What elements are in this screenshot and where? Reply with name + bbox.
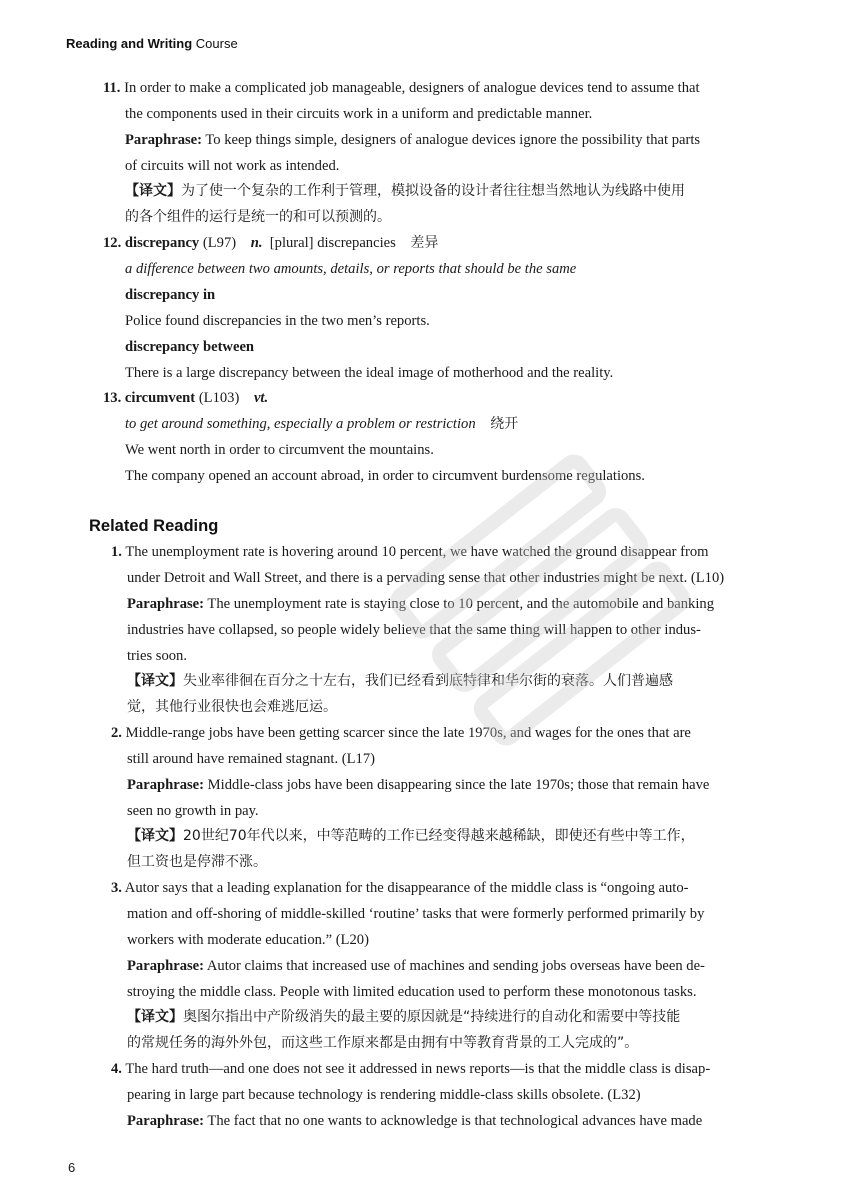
rr-2-paraphrase-2: seen no growth in pay. [127, 803, 259, 819]
sentence-text: Autor says that a leading explanation for the disappearance of the middle class is “ongoing auto- [124, 880, 689, 896]
plural-form: [plural] discrepancies [269, 235, 396, 251]
rr-1-translation-1 [127, 673, 673, 690]
translation-text: 20世纪70年代以来，中等范畴的工作已经变得越来越稀缺，即使还有些中等工作， [183, 828, 695, 844]
sentence-text: The hard truth—and one does not see it addressed in news reports—is that the middle class is disap- [125, 1061, 711, 1077]
item-11-paraphrase-1 [125, 132, 700, 150]
headword: discrepancy [124, 235, 200, 251]
translation-label: 【译文】 [127, 673, 183, 689]
rr-2-line-2: still around have remained stagnant. (L17) [127, 751, 376, 767]
rr-2-translation-1 [127, 828, 695, 845]
item-11-translation-1 [125, 183, 685, 200]
item-number: 12. [103, 235, 122, 251]
rr-1-paraphrase-1 [127, 596, 714, 614]
rr-4-line-2: pearing in large part because technology is rendering middle-class skills obsolete. (L32) [127, 1087, 641, 1103]
translation-text: 奥图尔指出中产阶级消失的最主要的原因就是“持续进行的自动化和需要中等技能 [183, 1009, 681, 1025]
rr-1-line-1 [111, 544, 709, 562]
section-heading-related-reading: Related Reading [89, 517, 219, 535]
item-11-paraphrase-2: of circuits will not work as intended. [125, 158, 340, 174]
item-number: 2. [111, 725, 122, 741]
rr-1-translation-2: 觉，其他行业很快也会难逃厄运。 [127, 699, 337, 715]
item-12-headword [103, 235, 438, 253]
part-of-speech: n. [250, 235, 263, 251]
rr-4-line-1 [111, 1061, 710, 1079]
sentence-text: The unemployment rate is hovering around 10 percent, we have watched the ground disappear from [125, 544, 709, 560]
paraphrase-label: Paraphrase: [125, 132, 203, 148]
rr-4-paraphrase-1 [127, 1113, 702, 1131]
definition-text: to get around something, especially a problem or restriction [125, 416, 476, 432]
rr-3-translation-1 [127, 1009, 680, 1026]
paraphrase-label: Paraphrase: [127, 1113, 205, 1129]
item-12-definition: a difference between two amounts, details, or reports that should be the same [125, 261, 577, 277]
item-13-definition [125, 416, 518, 434]
item-12-example-2: There is a large discrepancy between the ideal image of motherhood and the reality. [125, 365, 614, 381]
item-13-headword [103, 390, 268, 408]
sentence-text: In order to make a complicated job manageable, designers of analogue devices tend to assume that [124, 80, 700, 96]
rr-1-paraphrase-3: tries soon. [127, 648, 187, 664]
rr-3-translation-2: 的常规任务的海外外包，而这些工作原来都是由拥有中等教育背景的工人完成的”。 [127, 1035, 639, 1051]
rr-3-paraphrase-1 [127, 958, 705, 976]
item-13-example-1: We went north in order to circumvent the mountains. [125, 442, 434, 458]
paraphrase-label: Paraphrase: [127, 596, 205, 612]
headword: circumvent [124, 390, 196, 406]
item-12-collocation-1: discrepancy in [125, 287, 216, 303]
item-11-line-2: the components used in their circuits work in a uniform and predictable manner. [125, 106, 593, 122]
chinese-gloss: 差异 [410, 235, 439, 251]
translation-label: 【译文】 [127, 1009, 183, 1025]
item-number: 1. [111, 544, 122, 560]
item-12-collocation-2: discrepancy between [125, 339, 255, 355]
item-number: 3. [111, 880, 122, 896]
translation-text: 失业率徘徊在百分之十左右，我们已经看到底特律和华尔街的衰落。人们普遍感 [183, 673, 673, 689]
sentence-text: Middle-range jobs have been getting scarcer since the late 1970s, and wages for the ones that are [125, 725, 691, 741]
item-number: 13. [103, 390, 122, 406]
line-reference: (L97) [202, 235, 237, 251]
item-11-translation-2: 的各个组件的运行是统一的和可以预测的。 [125, 209, 391, 225]
translation-label: 【译文】 [127, 828, 183, 844]
paraphrase-label: Paraphrase: [127, 958, 205, 974]
translation-label: 【译文】 [125, 183, 181, 199]
line-reference: (L103) [198, 390, 240, 406]
paraphrase-text: Autor claims that increased use of machines and sending jobs overseas have been de- [206, 958, 705, 974]
running-header-bold: Reading and Writing [66, 36, 193, 51]
paraphrase-label: Paraphrase: [127, 777, 205, 793]
rr-3-paraphrase-2: stroying the middle class. People with limited education used to perform these monotonous tasks. [127, 984, 697, 1000]
rr-2-translation-2: 但工资也是停滞不涨。 [127, 854, 267, 870]
chinese-gloss: 绕开 [490, 416, 519, 432]
rr-3-line-2: mation and off-shoring of middle-skilled ‘routine’ tasks that were formerly performed primarily by [127, 906, 705, 922]
rr-2-paraphrase-1 [127, 777, 709, 795]
rr-2-line-1 [111, 725, 691, 743]
rr-3-line-1 [111, 880, 689, 898]
item-12-example-1: Police found discrepancies in the two men’s reports. [125, 313, 430, 329]
running-header-rest: Course [195, 36, 238, 51]
rr-1-line-2: under Detroit and Wall Street, and there is a pervading sense that other industries might be next. (L10) [127, 570, 725, 586]
paraphrase-text: The fact that no one wants to acknowledge is that technological advances have made [207, 1113, 703, 1129]
paraphrase-text: Middle-class jobs have been disappearing since the late 1970s; those that remain have [207, 777, 710, 793]
running-header [66, 36, 238, 51]
paraphrase-text: The unemployment rate is staying close to 10 percent, and the automobile and banking [207, 596, 714, 612]
rr-3-line-3: workers with moderate education.” (L20) [127, 932, 369, 948]
item-11-line-1 [103, 80, 700, 98]
translation-text: 为了使一个复杂的工作利于管理，模拟设备的设计者往往想当然地认为线路中使用 [181, 183, 685, 199]
part-of-speech: vt. [253, 390, 269, 406]
rr-1-paraphrase-2: industries have collapsed, so people widely believe that the same thing will happen to other indus- [127, 622, 701, 638]
item-number: 4. [111, 1061, 122, 1077]
paraphrase-text: To keep things simple, designers of analogue devices ignore the possibility that parts [205, 132, 701, 148]
page-number: 6 [68, 1160, 76, 1175]
item-13-example-2: The company opened an account abroad, in order to circumvent burdensome regulations. [125, 468, 645, 484]
item-number: 11. [103, 80, 121, 96]
